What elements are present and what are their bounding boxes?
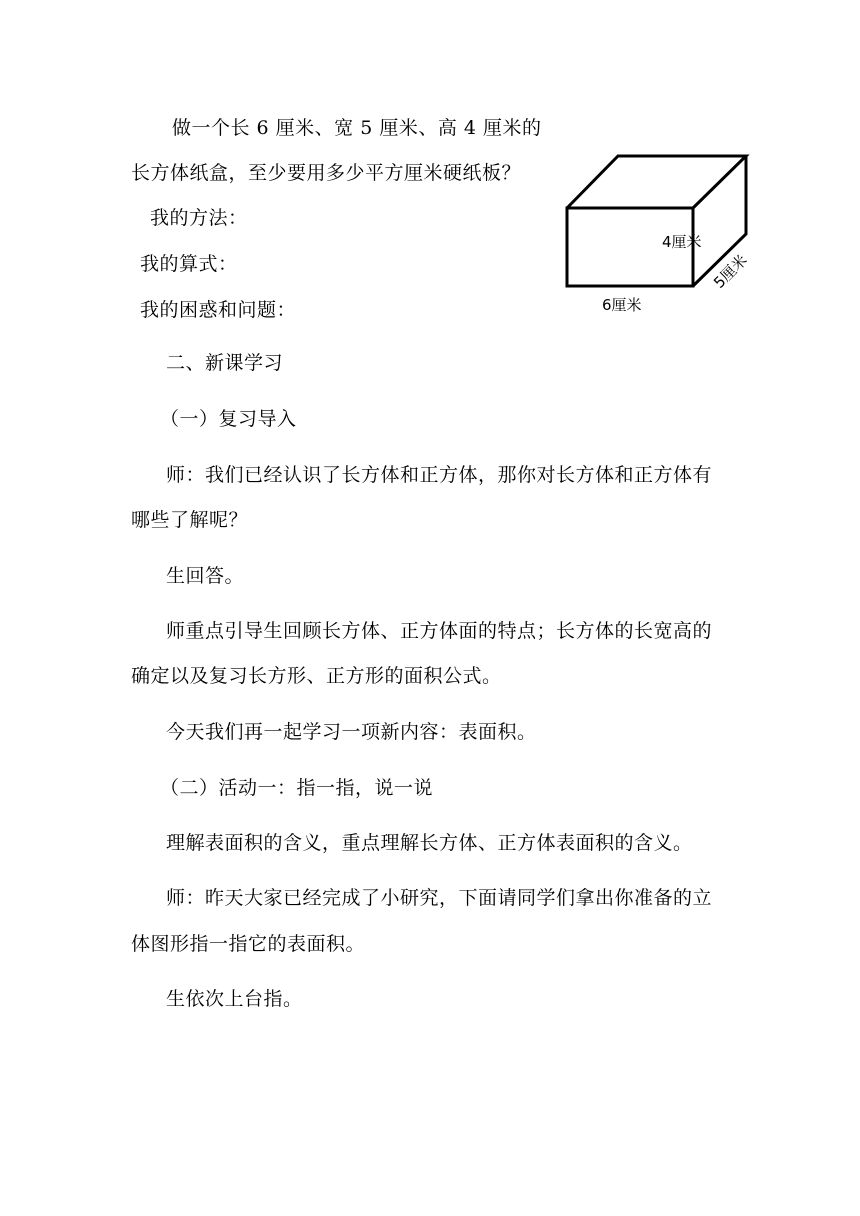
teacher-instruction-line-1: 师：昨天大家已经完成了小研究，下面请同学们拿出你准备的立 [166,887,713,909]
teacher-question-line-1: 师：我们已经认识了长方体和正方体，那你对长方体和正方体有 [166,464,713,486]
understand-meaning: 理解表面积的含义，重点理解长方体、正方体表面积的含义。 [166,832,693,854]
today-topic: 今天我们再一起学习一项新内容：表面积。 [166,721,537,743]
height-label: 4厘米 [662,233,702,251]
my-formula-label: 我的算式： [140,253,238,275]
length-label: 6厘米 [602,296,642,314]
teacher-guide-line-1: 师重点引导生回顾长方体、正方体面的特点；长方体的长宽高的 [166,620,713,642]
cuboid-diagram [560,150,760,320]
section-heading: 二、新课学习 [166,352,284,374]
width-label: 5厘米 [710,251,751,292]
subsection-review: （一）复习导入 [160,408,297,430]
problem-line-1: 做一个长 6 厘米、宽 5 厘米、高 4 厘米的 [172,117,542,139]
cuboid-figure [560,150,760,320]
teacher-instruction-line-2: 体图形指一指它的表面积。 [131,933,366,955]
student-answer: 生回答。 [166,565,245,587]
subsection-activity: （二）活动一：指一指，说一说 [160,777,434,799]
problem-line-2: 长方体纸盒，至少要用多少平方厘米硬纸板？ [131,162,522,184]
cuboid-top-face [567,156,746,208]
my-questions-label: 我的困惑和问题： [140,299,297,321]
teacher-guide-line-2: 确定以及复习长方形、正方形的面积公式。 [131,665,502,687]
student-action: 生依次上台指。 [166,988,303,1010]
my-method-label: 我的方法： [150,207,248,229]
teacher-question-line-2: 哪些了解呢？ [131,509,249,531]
